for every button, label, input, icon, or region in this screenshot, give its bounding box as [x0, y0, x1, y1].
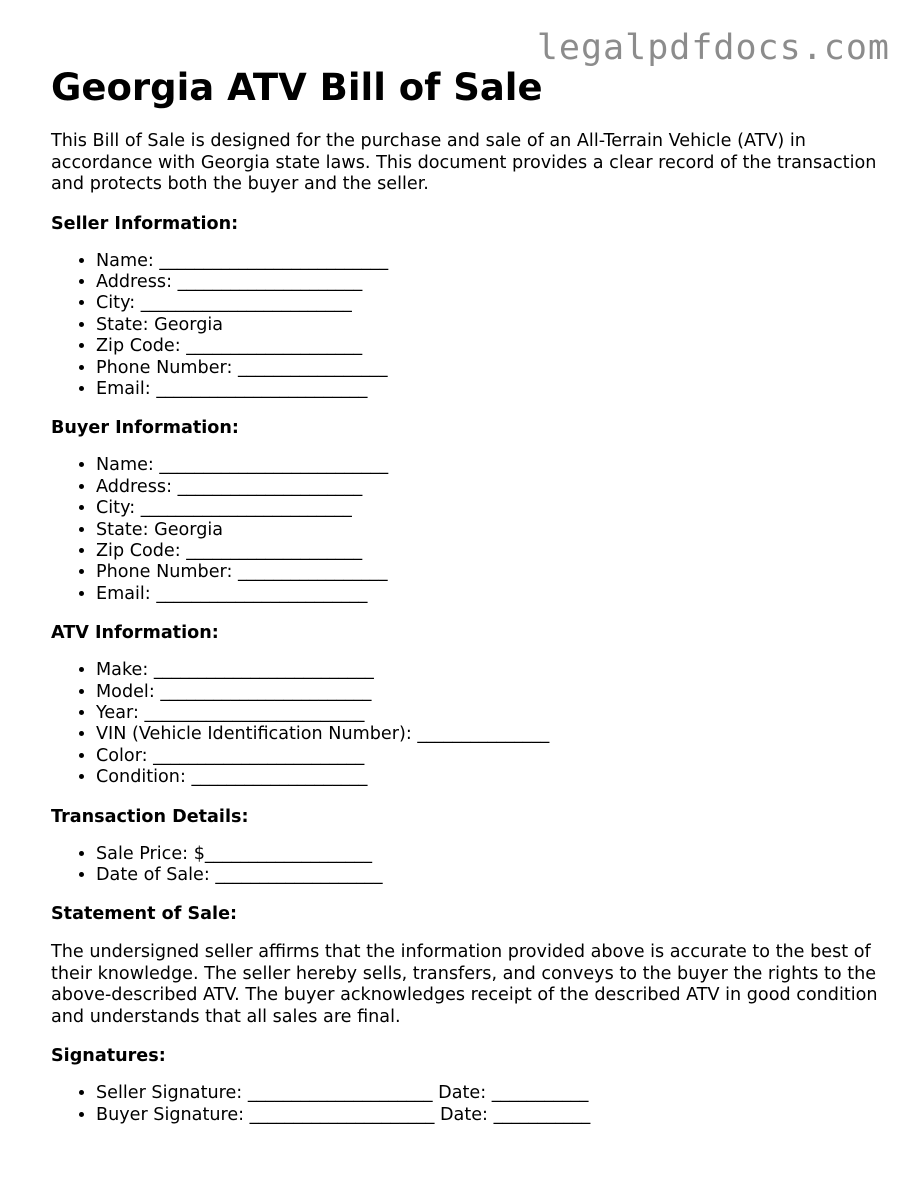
seller-name-field: • Name: __________________________ — [96, 251, 881, 272]
transaction-list — [51, 844, 881, 887]
sale-date-field: • Date of Sale: ___________________ — [96, 865, 881, 886]
buyer-phone-field: • Phone Number: _________________ — [96, 562, 881, 583]
atv-make-field: • Make: _________________________ — [96, 660, 881, 681]
signatures-heading: Signatures: — [51, 1046, 166, 1067]
buyer-heading: Buyer Information: — [51, 418, 239, 439]
intro-paragraph: This Bill of Sale is designed for the purchase and sale of an All-Terrain Vehicle (ATV) in accordance with Georgia state laws. This document provides a clear record of the transaction and protects both the buyer and the seller. — [51, 131, 877, 194]
buyer-list — [51, 455, 881, 605]
signatures-list — [51, 1083, 881, 1126]
atv-vin-field: • VIN (Vehicle Identification Number): _______________ — [96, 724, 881, 745]
seller-address-field: • Address: _____________________ — [96, 272, 881, 293]
buyer-zip-field: • Zip Code: ____________________ — [96, 541, 881, 562]
atv-color-field: • Color: ________________________ — [96, 746, 881, 767]
statement-paragraph: The undersigned seller affirms that the information provided above is accurate to the best of their knowledge. The seller hereby sells, transfers, and conveys to the buyer the rights to the above-described ATV. The buyer acknowledges receipt of the described ATV in good condition and understands that all sales are final. — [51, 942, 878, 1027]
atv-year-field: • Year: _________________________ — [96, 703, 881, 724]
buyer-email-field: • Email: ________________________ — [96, 584, 881, 605]
seller-signature-field: • Seller Signature: _____________________ Date: ___________ — [96, 1083, 881, 1104]
atv-heading: ATV Information: — [51, 623, 219, 644]
seller-list — [51, 251, 881, 401]
atv-list — [51, 660, 881, 788]
buyer-signature-field: • Buyer Signature: _____________________ Date: ___________ — [96, 1105, 881, 1126]
statement-heading: Statement of Sale: — [51, 904, 238, 925]
seller-email-field: • Email: ________________________ — [96, 379, 881, 400]
seller-state-field: • State: Georgia — [96, 315, 881, 336]
watermark: legalpdfdocs.com — [536, 28, 890, 68]
buyer-city-field: • City: ________________________ — [96, 498, 881, 519]
sale-price-field: • Sale Price: $___________________ — [96, 844, 881, 865]
transaction-heading: Transaction Details: — [51, 806, 249, 827]
buyer-address-field: • Address: _____________________ — [96, 477, 881, 498]
atv-condition-field: • Condition: ____________________ — [96, 767, 881, 788]
seller-zip-field: • Zip Code: ____________________ — [96, 336, 881, 357]
atv-model-field: • Model: ________________________ — [96, 682, 881, 703]
document-page — [51, 66, 881, 1126]
document-title: Georgia ATV Bill of Sale — [51, 66, 543, 109]
seller-phone-field: • Phone Number: _________________ — [96, 358, 881, 379]
buyer-state-field: • State: Georgia — [96, 520, 881, 541]
seller-city-field: • City: ________________________ — [96, 293, 881, 314]
buyer-name-field: • Name: __________________________ — [96, 455, 881, 476]
seller-heading: Seller Information: — [51, 213, 239, 234]
